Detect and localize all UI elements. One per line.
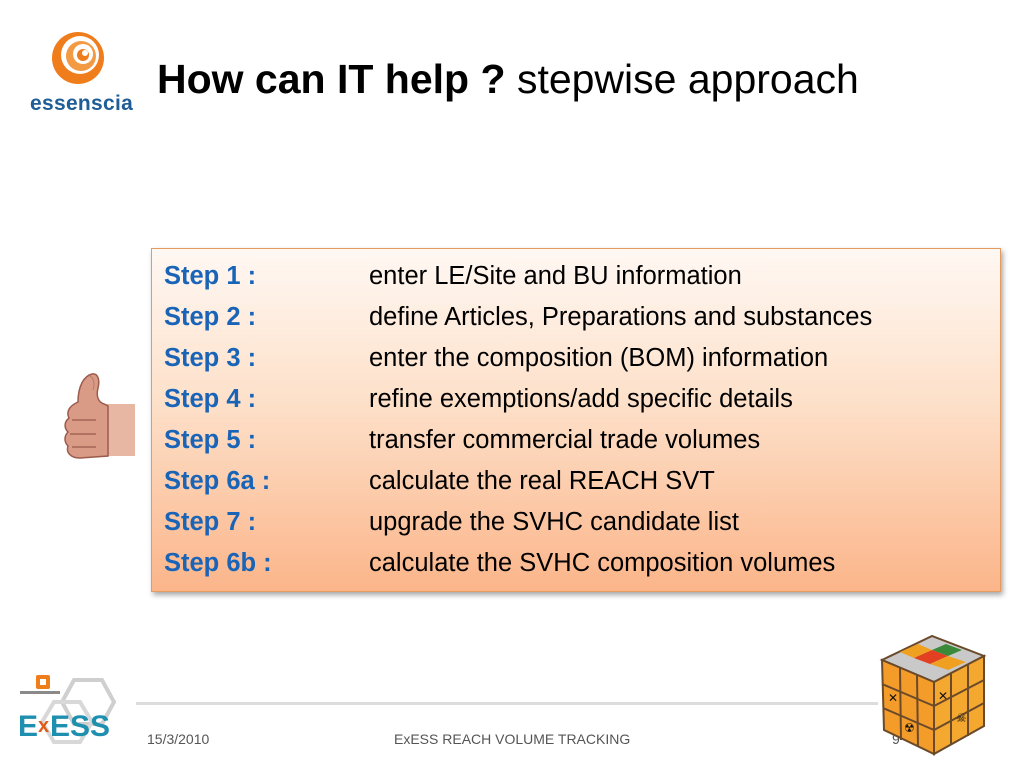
essenscia-logo — [22, 30, 134, 120]
step-row — [164, 461, 715, 502]
step-row — [164, 297, 872, 338]
exess-logo — [14, 672, 134, 752]
step-text: refine exemptions/add specific details — [369, 385, 793, 413]
step-row — [164, 338, 828, 379]
footer-title: ExESS REACH VOLUME TRACKING — [394, 731, 631, 747]
step-row — [164, 420, 760, 461]
svg-text:☠: ☠ — [956, 711, 967, 725]
step-label: Step 6a : — [164, 467, 271, 495]
step-row — [164, 256, 742, 297]
title-regular-part: stepwise approach — [516, 56, 859, 102]
step-label: Step 1 : — [164, 262, 257, 290]
step-text: calculate the SVHC composition volumes — [369, 549, 836, 577]
steps-box — [151, 248, 1001, 592]
svg-text:E: E — [18, 710, 39, 743]
slide-number: 9 — [892, 731, 900, 747]
slide-title — [157, 56, 859, 103]
step-label: Step 3 : — [164, 344, 257, 372]
step-label: Step 4 : — [164, 385, 257, 413]
step-row — [164, 379, 793, 420]
thumbs-up-icon — [60, 372, 135, 464]
svg-text:ESS: ESS — [50, 710, 111, 743]
step-text: transfer commercial trade volumes — [369, 426, 761, 454]
step-text: enter LE/Site and BU information — [369, 262, 742, 290]
footer-divider — [136, 702, 878, 705]
svg-text:✕: ✕ — [888, 691, 899, 705]
step-label: Step 6b : — [164, 549, 272, 577]
svg-text:x: x — [38, 715, 50, 737]
svg-text:☢: ☢ — [904, 721, 915, 735]
essenscia-swirl-logo — [50, 30, 106, 86]
title-bold-part: How can IT help ? — [157, 56, 506, 102]
step-row — [164, 502, 739, 543]
step-row — [164, 543, 835, 584]
step-text: enter the composition (BOM) information — [369, 344, 829, 372]
footer-date: 15/3/2010 — [147, 731, 210, 747]
essenscia-logo-text: essenscia — [30, 92, 134, 115]
hazard-symbols-cube-icon — [874, 630, 992, 760]
step-text: define Articles, Preparations and substances — [369, 303, 873, 331]
svg-text:✕: ✕ — [938, 689, 949, 703]
step-label: Step 2 : — [164, 303, 257, 331]
step-text: calculate the real REACH SVT — [369, 467, 715, 495]
step-text: upgrade the SVHC candidate list — [369, 508, 739, 536]
step-label: Step 5 : — [164, 426, 257, 454]
step-label: Step 7 : — [164, 508, 257, 536]
